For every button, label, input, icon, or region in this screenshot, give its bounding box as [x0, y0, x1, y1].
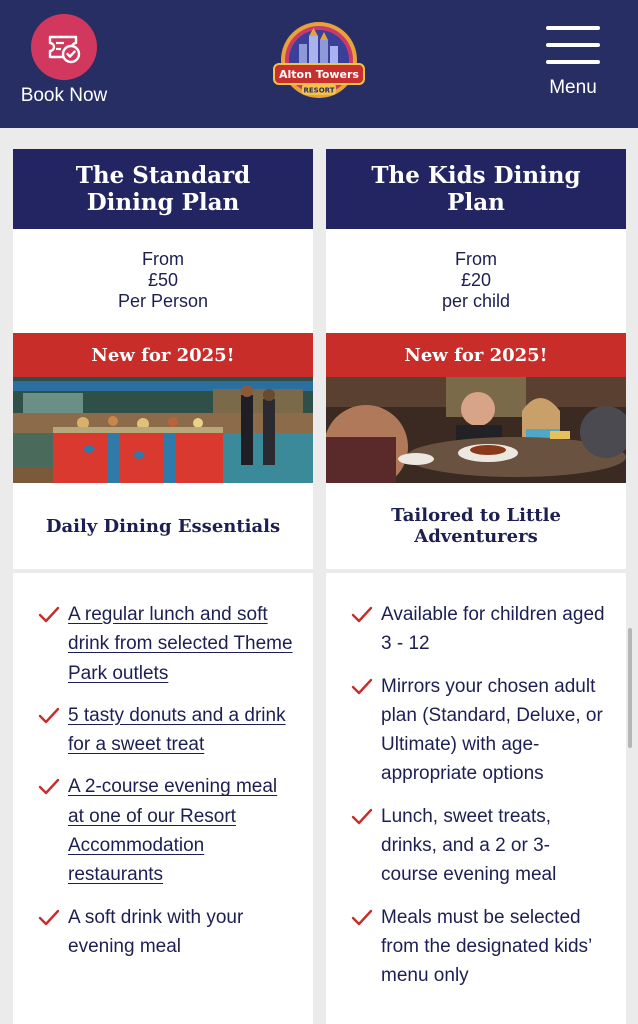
check-icon	[38, 778, 60, 796]
plan-price	[326, 229, 626, 333]
new-badge: New for 2025!	[13, 333, 313, 377]
feature-list	[326, 573, 626, 1024]
plan-title: The Standard Dining Plan	[13, 149, 313, 229]
list-item	[351, 903, 606, 991]
check-icon	[38, 606, 60, 624]
list-item	[38, 903, 293, 962]
logo-text-bottom: RESORT	[303, 86, 335, 95]
price-unit: Per Person	[117, 291, 209, 311]
menu-button[interactable]	[540, 26, 606, 99]
check-icon	[351, 808, 373, 826]
feature-text: Available for children aged 3 - 12	[381, 604, 605, 655]
price-from: From	[455, 249, 497, 269]
family-dining-photo	[326, 377, 626, 483]
price-unit: per child	[441, 291, 511, 311]
plan-price	[13, 229, 313, 333]
feature-text: A soft drink with your evening meal	[68, 906, 244, 957]
feature-text: Meals must be selected from the designated kids’ menu only	[381, 906, 592, 987]
feature-text: Mirrors your chosen adult plan (Standard, Deluxe, or Ultimate) with age-appropriate options	[381, 675, 603, 785]
check-icon	[351, 678, 373, 696]
ticket-check-icon	[31, 14, 97, 80]
list-item	[351, 802, 606, 890]
plan-subheading: Tailored to Little Adventurers	[326, 483, 626, 569]
alton-towers-logo[interactable]	[272, 20, 366, 106]
list-item	[351, 672, 606, 789]
check-icon	[351, 606, 373, 624]
list-item	[351, 600, 606, 659]
feature-text: Lunch, sweet treats, drinks, and a 2 or 3-course evening meal	[381, 805, 557, 886]
feature-link[interactable]: 5 tasty donuts and a drink for a sweet treat	[68, 704, 286, 756]
standard-dining-plan-card	[13, 149, 313, 1024]
kids-dining-plan-card	[326, 149, 626, 1024]
price-from: From	[142, 249, 184, 269]
book-now-label: Book Now	[20, 85, 108, 106]
book-now-button[interactable]	[14, 14, 114, 107]
site-header	[0, 0, 638, 128]
price-amount: £50	[147, 270, 179, 290]
new-badge: New for 2025!	[326, 333, 626, 377]
plan-subheading: Daily Dining Essentials	[13, 483, 313, 569]
check-icon	[351, 909, 373, 927]
buffet-restaurant-photo	[13, 377, 313, 483]
list-item	[38, 701, 293, 760]
page-scrollbar[interactable]	[628, 628, 632, 748]
logo-text-top: Alton Towers	[279, 68, 359, 81]
feature-link[interactable]: A regular lunch and soft drink from selected Theme Park outlets	[68, 604, 293, 684]
list-item	[38, 772, 293, 889]
plan-title: The Kids Dining Plan	[326, 149, 626, 229]
menu-label: Menu	[549, 77, 597, 98]
check-icon	[38, 909, 60, 927]
hamburger-icon	[540, 26, 606, 64]
feature-list	[13, 573, 313, 1024]
list-item	[38, 600, 293, 688]
check-icon	[38, 707, 60, 725]
price-amount: £20	[460, 270, 492, 290]
feature-link[interactable]: A 2-course evening meal at one of our Resort Accommodation restaurants	[68, 776, 278, 886]
